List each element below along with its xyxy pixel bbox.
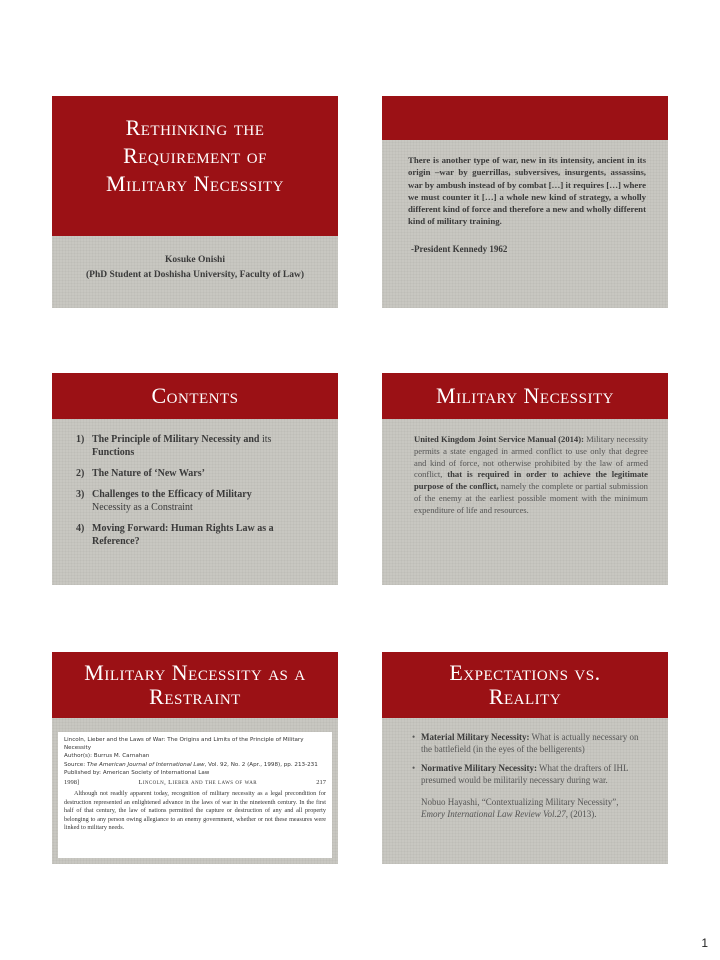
slide-title: Rethinking the Requirement of Military Necessity <box>106 115 284 196</box>
article-source: Source: The American Journal of International Law, Vol. 92, No. 2 (Apr., 1998), pp. 213-231 <box>64 761 318 768</box>
slide-5 <box>52 652 338 864</box>
bullet-text: What is actually necessary on the battlefield (in the eyes of the belligerents) <box>421 732 639 754</box>
item-text-bold: Functions <box>92 447 135 458</box>
slide-1 <box>52 96 338 308</box>
bullet-icon: • <box>412 732 416 742</box>
title-band <box>52 96 338 236</box>
item-text: its <box>259 434 272 445</box>
slide-title: Military Necessity as a Restraint <box>84 660 306 709</box>
article-author: Author(s): Burrus M. Carnahan <box>64 753 150 760</box>
list-item <box>76 433 326 459</box>
list-item <box>76 522 326 548</box>
item-text-bold: Moving Forward: Human Rights Law as a <box>92 523 274 534</box>
definition-text: namely the complete or partial submission of the enemy at the earliest possible moment with the minimum expenditure of life and resources. <box>414 481 648 515</box>
article-publisher: Published by: American Society of International Law <box>64 769 210 776</box>
header-running-title: Lincoln, Lieber and the laws of war <box>138 779 257 787</box>
bullet-term: Normative Military Necessity: <box>421 763 537 773</box>
item-text-bold: Reference? <box>92 536 140 547</box>
bullet-list <box>412 732 642 794</box>
title-band <box>52 373 338 419</box>
title-band <box>382 96 668 140</box>
slide-2 <box>382 96 668 308</box>
title-band <box>52 652 338 718</box>
quote-attribution: -President Kennedy 1962 <box>411 244 508 254</box>
header-year: 1998] <box>64 779 80 787</box>
item-number: 2) <box>76 468 85 479</box>
article-paragraph: Although not readily apparent today, recognition of military necessity as a legal precondition for destruction represented an enlightened advance in the laws of war in the nineteenth century. In the first half of that century, the law of nations permitted the capture or destruction of any and all property belonging to any person owing allegiance to an enemy government, whether or not these measures were linked to military needs. <box>64 790 326 832</box>
author-affiliation: (PhD Student at Doshisha University, Faculty of Law) <box>86 270 304 280</box>
list-item <box>412 732 642 755</box>
slide-3 <box>52 373 338 585</box>
kennedy-quote: There is another type of war, new in its intensity, ancient in its origin –war by guerrillas, subversives, insurgents, assassins, war by ambush instead of by combat […] it requires […] where we must counter it […] a whole new kind of strategy, a wholly different kind of force and therefore a new and wholly different kind of military training. <box>408 155 646 227</box>
item-text-bold: Challenges to the Efficacy of Military <box>92 489 252 500</box>
page-number: 1 <box>701 936 708 950</box>
list-item <box>412 763 642 786</box>
citation-year: (2013). <box>567 808 597 819</box>
author-name: Kosuke Onishi <box>165 255 225 265</box>
list-item <box>76 467 326 480</box>
slide-6 <box>382 652 668 864</box>
item-number: 4) <box>76 523 85 534</box>
item-number: 3) <box>76 489 85 500</box>
source-label: United Kingdom Joint Service Manual (2014): <box>414 434 584 444</box>
header-page-number: 217 <box>316 779 326 787</box>
citation-text: Nobuo Hayashi, “Contextualizing Military Necessity”, <box>421 797 619 807</box>
list-item <box>76 488 326 514</box>
item-text: Necessity as a Constraint <box>92 502 193 513</box>
item-number: 1) <box>76 434 85 445</box>
page-header <box>64 779 326 786</box>
title-band <box>382 373 668 419</box>
bullet-icon: • <box>412 763 416 773</box>
slide-4 <box>382 373 668 585</box>
item-text-bold: The Nature of ‘New Wars’ <box>92 468 205 479</box>
slide-title: Expectations vs. Reality <box>449 660 601 709</box>
slide-title: Military Necessity <box>436 383 614 408</box>
definition-text: Military necessity permits a state engaged in armed conflict to use only that degree and kind of force, not otherwise prohibited by the law of armed conflict, <box>414 434 648 480</box>
contents-list <box>76 433 326 556</box>
citation-journal: Emory International Law Review Vol.27, <box>421 808 568 819</box>
bullet-term: Material Military Necessity: <box>421 732 530 742</box>
citation <box>421 797 651 820</box>
manual-definition <box>414 434 648 517</box>
article-excerpt-image <box>58 732 332 858</box>
article-title: Lincoln, Lieber and the Laws of War: The Origins and Limits of the Principle of Military Necessity <box>64 737 304 752</box>
bullet-text: What the drafters of IHL presumed would be militarily necessary during war. <box>421 763 629 785</box>
item-text-bold: The Principle of Military Necessity and <box>92 434 260 445</box>
title-band <box>382 652 668 718</box>
definition-emphasis: that is required in order to achieve the legitimate purpose of the conflict, <box>414 469 648 492</box>
slide-title: Contents <box>151 383 239 408</box>
